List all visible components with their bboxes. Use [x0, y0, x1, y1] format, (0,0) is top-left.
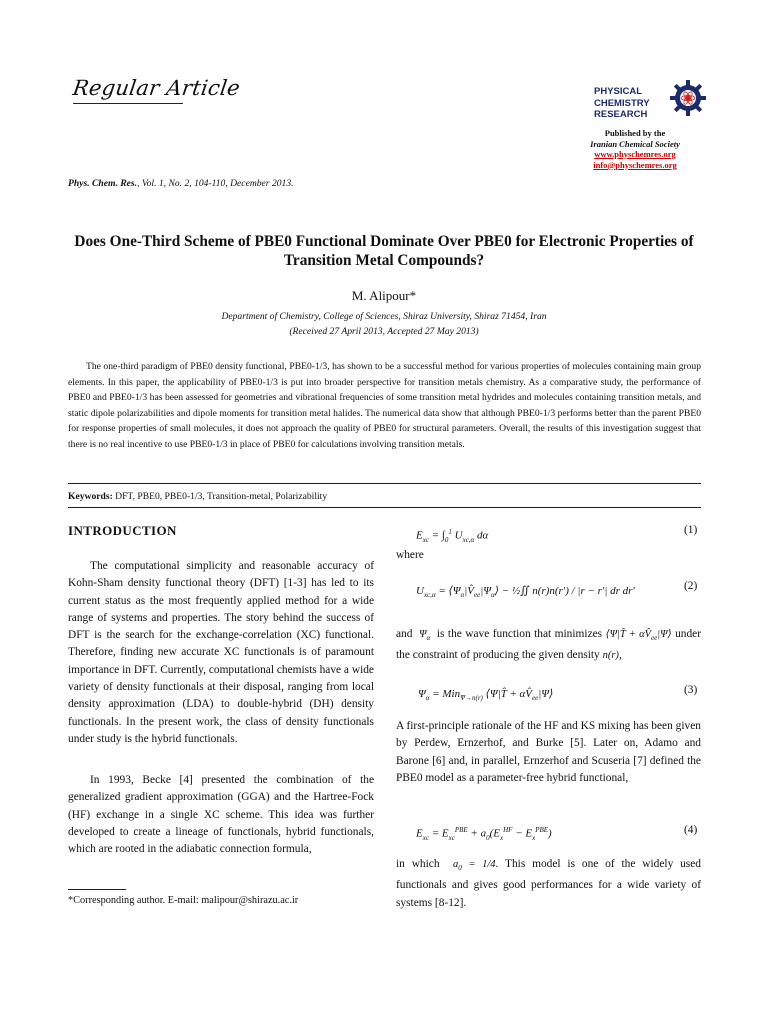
received-dates: (Received 27 April 2013, Accepted 27 May 2013)	[289, 326, 479, 337]
affiliation-block	[0, 309, 768, 339]
publisher-block	[560, 128, 710, 170]
footnote: *Corresponding author. E-mail: malipour@shirazu.ac.ir	[68, 895, 299, 906]
email-link[interactable]: info@physchemres.org	[593, 159, 677, 170]
logo-line: CHEMISTRY	[594, 97, 650, 109]
divider	[68, 483, 701, 484]
equation-number: (1)	[684, 524, 698, 536]
equation-number: (4)	[684, 824, 698, 836]
right-paragraph-end: in which $a_0 = 1/4$. This model is one of the widely used functionals and gives good performances for a wide variety of systems [8-12].	[396, 858, 701, 909]
paper-title: Does One-Third Scheme of PBE0 Functional Dominate Over PBE0 for Electronic Properties of Transition Metal Compounds?	[74, 233, 694, 269]
where-label: where	[396, 549, 424, 561]
article-type-label: Regular Article	[71, 76, 242, 100]
keywords-label: Keywords:	[68, 491, 113, 502]
equation-3: $\Psi_\alpha = Min_{\Psi\to n(r)}$ ⟨Ψ|T̂ + $\alpha V̂_{ee}|\Psi⟩$	[418, 688, 554, 703]
equation-number: (3)	[684, 684, 698, 696]
logo-line: RESEARCH	[594, 109, 648, 120]
equation-4: $E_{xc} = E_{xc}^{PBE} + a_0(E_x^{HF} - E_x^{PBE})$	[416, 826, 552, 842]
keywords-text: DFT, PBE0, PBE0-1/3, Transition-metal, Polarizability	[112, 491, 328, 502]
journal-name: Phys. Chem. Res.	[68, 178, 138, 189]
affiliation: Department of Chemistry, College of Sciences, Shiraz University, Shiraz 71454, Iran	[221, 311, 547, 322]
citation-line	[68, 178, 294, 189]
author-name: M. Alipour*	[351, 288, 417, 303]
equation-1: $E_{xc} = \int_0^1$ $U_{xc,\alpha}$ dα	[416, 528, 489, 544]
published-by: Published by the	[604, 128, 666, 138]
equation-2: $U_{xc,\alpha}$ = $⟨\Psi_\alpha|V̂_{ee}|\Psi_\alpha⟩$ − ½∬ n(r)n(r′) / |r − r′| dr dr′	[416, 585, 635, 600]
text: in which	[396, 858, 440, 870]
keywords	[68, 491, 327, 502]
gear-icon	[668, 78, 708, 118]
society-name: Iranian Chemical Society	[590, 138, 680, 149]
equation-number: (2)	[684, 580, 698, 592]
text: . This model is one of the widely used functionals and gives good performances for a wide variety of systems [8-12].	[396, 858, 701, 909]
abstract: The one-third paradigm of PBE0 density functional, PBE0-1/3, has shown to be a successful method for various properties of molecules containing main group elements. In this paper, the applicability of PBE0-1/3 is put into broader perspective for transition metals chemistry. As a comparative study, the performance of PBE0 and PBE0-1/3 has been assessed for geometries and vibrational frequencies of some transition metal hydrides and molecules containing transition metals, and static dipole polarizabilities and dipole moments for transition metal halides. The numerical data show that although PBE0-1/3 performs better than the parent PBE0 for response properties of small molecules, it does not approach the quality of PBE0 for structural parameters. Overall, the results of this investigation suggest that there is no real incentive to use PBE0-1/3 in place of PBE0 for calculations involving transition metals.	[68, 361, 701, 450]
citation-details: , Vol. 1, No. 2, 104-110, December 2013.	[137, 178, 294, 189]
intro-paragraph-1: The computational simplicity and reasonable accuracy of Kohn-Sham density functional theory (DFT) [1-3] has led to its current status as the most frequently applied method for a wide range of systems and properties. The story behind the success of DFT is the search for the exchange-correlation (XC) functional. Therefore, finding new accurate XC functionals is of paramount importance in DFT. Currently, computational chemists have a wide variety of density functionals at their disposal, ranging from local density approximation (LDA) to double-hybrid (DH) density functionals. In the present work, the class of density functionals under study is the hybrid functionals.	[68, 560, 374, 745]
eq2-explanation: and $\Psi_\alpha$ is the wave function that minimizes ⟨Ψ|T̂ + $\alpha V̂_{ee}|\Psi⟩$ under the constraint of producing the given density n(r),	[396, 628, 702, 662]
footnote-rule	[68, 889, 126, 890]
intro-paragraph-2: In 1993, Becke [4] presented the combination of the generalized gradient approximation (GGA) and the Hartree-Fock (HF) exchange in a single XC scheme. This idea was further developed to create a lineage of functionals, hybrid functionals, which are rooted in the adiabatic connection formula,	[68, 774, 374, 856]
logo-line: PHYSICAL	[594, 86, 643, 97]
text: and	[396, 628, 413, 640]
text: is the wave function that minimizes	[436, 628, 603, 640]
website-link[interactable]: www.physchemres.org	[594, 149, 676, 159]
divider	[68, 507, 701, 508]
right-paragraph: A first-principle rationale of the HF and KS mixing has been given by Perdew, Ernzerhof, and Burke [5]. Later on, Adamo and Barone [6] and, in parallel, Ernzerhof and Scuseria [7] defined the PBE0 model as a parameter-free hybrid functional,	[396, 720, 701, 784]
section-heading: INTRODUCTION	[68, 523, 177, 538]
text: under the constraint of producing the given density	[396, 628, 702, 662]
article-type-underline	[73, 103, 183, 104]
